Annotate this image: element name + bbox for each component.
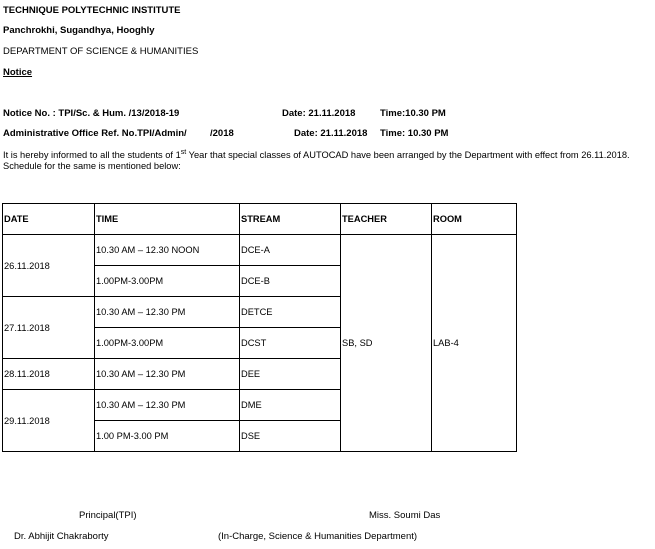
office-reference-year: /2018	[210, 128, 234, 139]
time-cell: 1.00PM-3.00PM	[95, 266, 240, 297]
notice-heading: Notice	[3, 67, 33, 78]
office-date: Date: 21.11.2018	[294, 128, 368, 139]
date-cell: 27.11.2018	[3, 297, 95, 359]
time-cell: 10.30 AM – 12.30 PM	[95, 390, 240, 421]
header-room: ROOM	[432, 204, 517, 235]
intro-text-2: Year that special classes of AUTOCAD have been arranged by the Department with effect from 26.11.2018.	[186, 150, 630, 160]
intro-text-1: It is hereby informed to all the students of 1	[3, 150, 181, 160]
department-name: DEPARTMENT OF SCIENCE & HUMANITIES	[3, 46, 199, 57]
table-header-row	[3, 204, 517, 235]
stream-cell: DSE	[240, 421, 341, 452]
principal-name: Dr. Abhijit Chakraborty	[14, 531, 109, 542]
date-cell: 26.11.2018	[3, 235, 95, 297]
stream-cell: DEE	[240, 359, 341, 390]
incharge-title: (In-Charge, Science & Humanities Department)	[218, 531, 418, 542]
time-cell: 1.00 PM-3.00 PM	[95, 421, 240, 452]
institute-name: TECHNIQUE POLYTECHNIC INSTITUTE	[3, 5, 181, 16]
principal-title: Principal(TPI)	[79, 510, 137, 521]
stream-cell: DETCE	[240, 297, 341, 328]
institute-address: Panchrokhi, Sugandhya, Hooghly	[3, 25, 155, 36]
header-teacher: TEACHER	[341, 204, 432, 235]
room-cell: LAB-4	[432, 235, 517, 452]
intro-text-3: Schedule for the same is mentioned below:	[3, 161, 181, 171]
office-reference: Administrative Office Ref. No.TPI/Admin/	[3, 128, 187, 139]
time-cell: 10.30 AM – 12.30 NOON	[95, 235, 240, 266]
time-cell: 10.30 AM – 12.30 PM	[95, 297, 240, 328]
time-cell: 1.00PM-3.00PM	[95, 328, 240, 359]
table-row	[3, 235, 517, 266]
intro-paragraph	[3, 150, 655, 172]
stream-cell: DME	[240, 390, 341, 421]
notice-date: Date: 21.11.2018	[282, 108, 356, 119]
time-cell: 10.30 AM – 12.30 PM	[95, 359, 240, 390]
teacher-cell: SB, SD	[341, 235, 432, 452]
header-stream: STREAM	[240, 204, 341, 235]
schedule-table	[2, 203, 517, 452]
incharge-name: Miss. Soumi Das	[369, 510, 441, 521]
stream-cell: DCE-B	[240, 266, 341, 297]
header-time: TIME	[95, 204, 240, 235]
stream-cell: DCST	[240, 328, 341, 359]
date-cell: 29.11.2018	[3, 390, 95, 452]
notice-number: Notice No. : TPI/Sc. & Hum. /13/2018-19	[3, 108, 180, 119]
date-cell: 28.11.2018	[3, 359, 95, 390]
notice-time: Time:10.30 PM	[380, 108, 446, 119]
office-time: Time: 10.30 PM	[380, 128, 449, 139]
stream-cell: DCE-A	[240, 235, 341, 266]
header-date: DATE	[3, 204, 95, 235]
intro-superscript: st	[180, 148, 187, 156]
